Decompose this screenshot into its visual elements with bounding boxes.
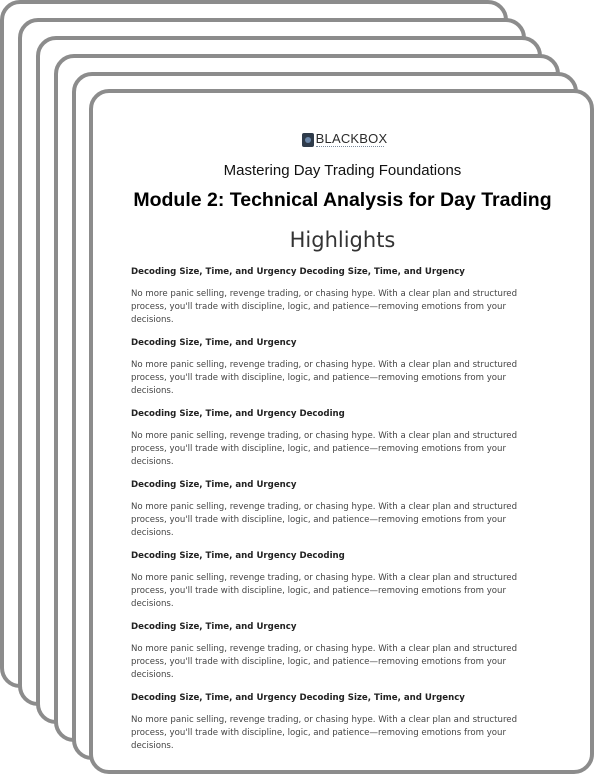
highlight-item xyxy=(131,550,554,621)
highlight-title: Decoding Size, Time, and Urgency xyxy=(131,622,297,632)
highlights-list xyxy=(131,266,554,763)
highlight-title: Decoding Size, Time, and Urgency xyxy=(131,480,297,490)
course-title: Mastering Day Trading Foundations xyxy=(223,162,462,179)
highlight-title: Decoding Size, Time, and Urgency Decoding Size, Time, and Urgency xyxy=(131,693,465,703)
highlight-title: Decoding Size, Time, and Urgency xyxy=(131,338,297,348)
highlight-item xyxy=(131,266,554,337)
highlight-body: No more panic selling, revenge trading, or chasing hype. With a clear plan and structured process, you'll trade with discipline, logic, and patience—removing emotions from your decisions. xyxy=(131,502,518,538)
highlight-body: No more panic selling, revenge trading, or chasing hype. With a clear plan and structured process, you'll trade with discipline, logic, and patience—removing emotions from your decisions. xyxy=(131,431,518,467)
highlight-title: Decoding Size, Time, and Urgency Decoding xyxy=(131,409,345,419)
blackbox-logo xyxy=(135,131,554,149)
highlight-item xyxy=(131,621,554,692)
highlight-item xyxy=(131,479,554,550)
highlight-body: No more panic selling, revenge trading, or chasing hype. With a clear plan and structured process, you'll trade with discipline, logic, and patience—removing emotions from your decisions. xyxy=(131,289,518,325)
highlight-body: No more panic selling, revenge trading, or chasing hype. With a clear plan and structured process, you'll trade with discipline, logic, and patience—removing emotions from your decisions. xyxy=(131,644,518,680)
highlight-body: No more panic selling, revenge trading, or chasing hype. With a clear plan and structured process, you'll trade with discipline, logic, and patience—removing emotions from your decisions. xyxy=(131,715,518,751)
section-heading: Highlights xyxy=(289,228,396,252)
logo-icon xyxy=(302,133,314,147)
highlight-item xyxy=(131,337,554,408)
logo-text: BLACKBOX xyxy=(315,130,388,146)
highlight-item xyxy=(131,408,554,479)
highlight-title: Decoding Size, Time, and Urgency Decoding xyxy=(131,551,345,561)
module-title: Module 2: Technical Analysis for Day Trading xyxy=(133,189,552,211)
highlight-item xyxy=(131,692,554,763)
logo-underline xyxy=(316,146,384,149)
highlight-body: No more panic selling, revenge trading, or chasing hype. With a clear plan and structured process, you'll trade with discipline, logic, and patience—removing emotions from your decisions. xyxy=(131,573,518,609)
front-page xyxy=(89,89,594,774)
highlight-body: No more panic selling, revenge trading, or chasing hype. With a clear plan and structured process, you'll trade with discipline, logic, and patience—removing emotions from your decisions. xyxy=(131,360,518,396)
highlight-title: Decoding Size, Time, and Urgency Decoding Size, Time, and Urgency xyxy=(131,267,465,277)
